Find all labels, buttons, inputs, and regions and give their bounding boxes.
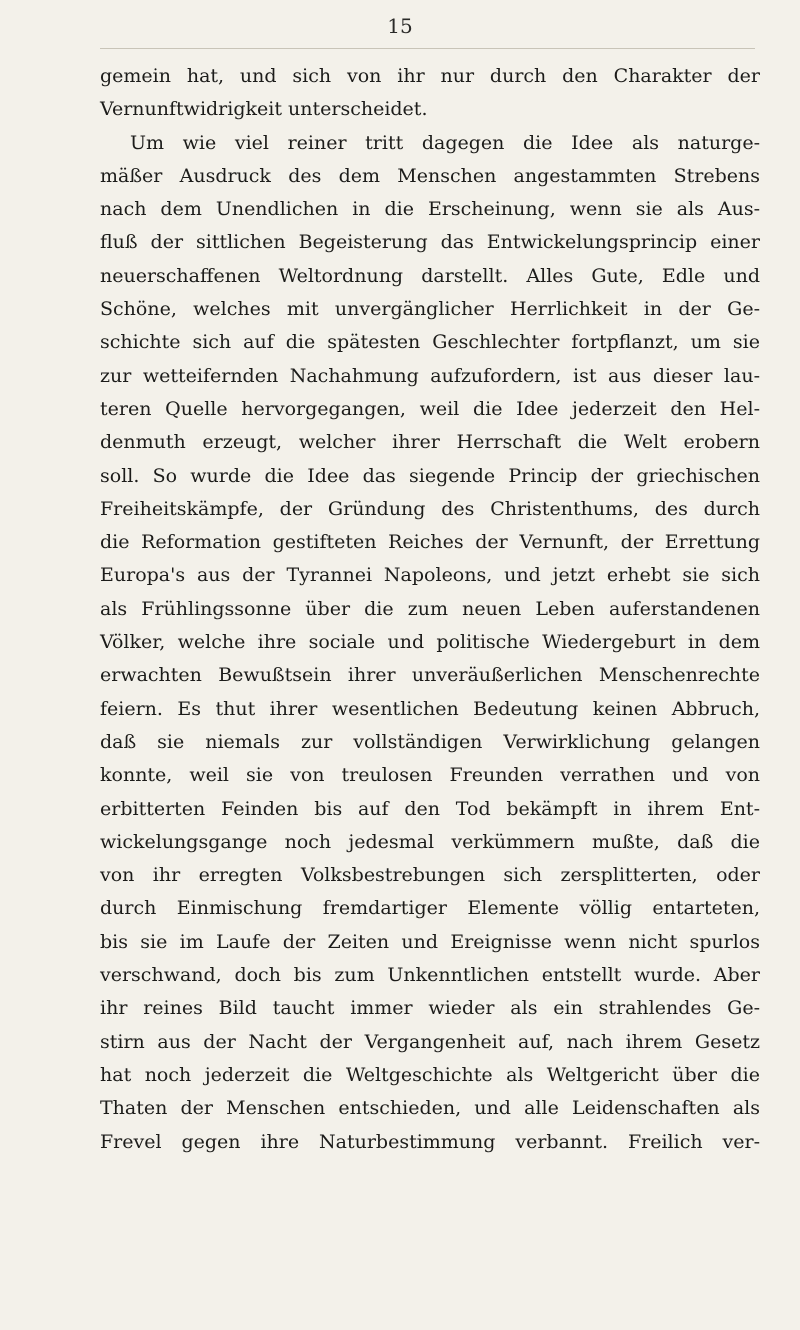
text-line: denmuth erzeugt, welcher ihrer Herrschaft die Welt erobern — [100, 431, 760, 454]
text-line: Um wie viel reiner tritt dagegen die Idee als naturge- — [130, 131, 760, 154]
text-line: erwachten Bewußtsein ihrer unveräußerlichen Menschenrechte — [100, 664, 760, 687]
text-line: Vernunftwidrigkeit unterscheidet. — [100, 98, 428, 121]
text-line: bis sie im Laufe der Zeiten und Ereignisse wenn nicht spurlos — [100, 930, 760, 953]
text-line: Frevel gegen ihre Naturbestimmung verbannt. Freilich ver- — [100, 1130, 760, 1153]
text-line: neuerschaffenen Weltordnung darstellt. Alles Gute, Edle und — [100, 264, 760, 287]
text-line: stirn aus der Nacht der Vergangenheit auf, nach ihrem Gesetz — [100, 1030, 760, 1053]
text-line: konnte, weil sie von treulosen Freunden verrathen und von — [100, 764, 760, 787]
text-line: ihr reines Bild taucht immer wieder als ein strahlendes Ge- — [100, 997, 760, 1020]
text-line: fluß der sittlichen Begeisterung das Entwickelungsprincip einer — [100, 231, 760, 254]
text-line: teren Quelle hervorgegangen, weil die Idee jederzeit den Hel- — [100, 397, 760, 420]
header-rule — [100, 48, 755, 49]
text-line: zur wetteifernden Nachahmung aufzufordern, ist aus dieser lau- — [100, 364, 760, 387]
text-line: Schöne, welches mit unvergänglicher Herrlichkeit in der Ge- — [100, 298, 760, 321]
text-line: Europa's aus der Tyrannei Napoleons, und jetzt erhebt sie sich — [100, 564, 760, 587]
text-line: Freiheitskämpfe, der Gründung des Christenthums, des durch — [100, 497, 760, 520]
text-line: wickelungsgange noch jedesmal verkümmern mußte, daß die — [100, 830, 760, 853]
page-number: 15 — [387, 14, 413, 38]
text-line: schichte sich auf die spätesten Geschlechter fortpflanzt, um sie — [100, 331, 760, 354]
text-line: Völker, welche ihre sociale und politische Wiedergeburt in dem — [100, 631, 760, 654]
text-line: als Frühlingssonne über die zum neuen Leben auferstandenen — [100, 597, 760, 620]
text-line: verschwand, doch bis zum Unkenntlichen entstellt wurde. Aber — [100, 964, 760, 987]
text-line: erbitterten Feinden bis auf den Tod bekämpft in ihrem Ent- — [100, 797, 760, 820]
text-line: von ihr erregten Volksbestrebungen sich zersplitterten, oder — [100, 864, 760, 887]
text-line: hat noch jederzeit die Weltgeschichte als Weltgericht über die — [100, 1063, 760, 1086]
body-text — [100, 60, 760, 1159]
text-line: durch Einmischung fremdartiger Elemente völlig entarteten, — [100, 897, 760, 920]
text-line: nach dem Unendlichen in die Erscheinung, wenn sie als Aus- — [100, 198, 760, 221]
text-line: daß sie niemals zur vollständigen Verwirklichung gelangen — [100, 730, 760, 753]
text-line: feiern. Es thut ihrer wesentlichen Bedeutung keinen Abbruch, — [100, 697, 760, 720]
text-line: die Reformation gestifteten Reiches der Vernunft, der Errettung — [100, 531, 760, 554]
text-line: mäßer Ausdruck des dem Menschen angestammten Strebens — [100, 164, 760, 187]
text-line: soll. So wurde die Idee das siegende Princip der griechischen — [100, 464, 760, 487]
text-line: Thaten der Menschen entschieden, und alle Leidenschaften als — [100, 1097, 760, 1120]
text-line: gemein hat, und sich von ihr nur durch den Charakter der — [100, 65, 760, 87]
